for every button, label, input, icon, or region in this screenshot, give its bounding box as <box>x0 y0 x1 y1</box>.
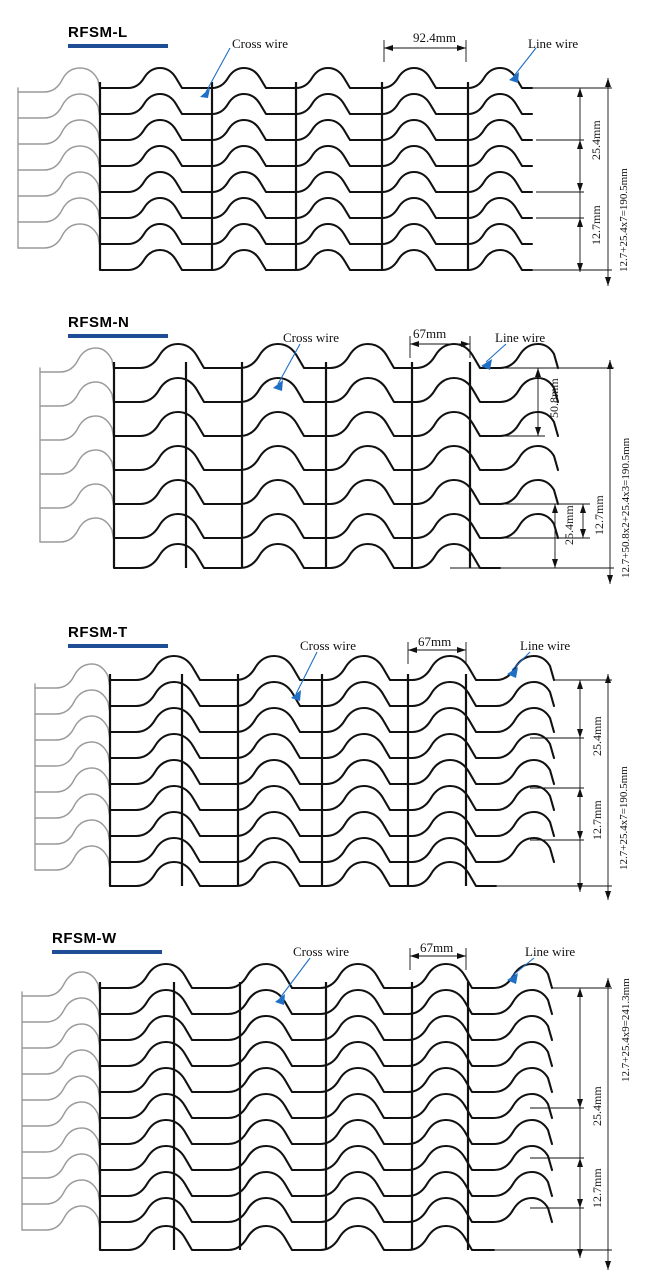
dim-b-label: 12.7mm <box>590 1168 604 1208</box>
line-wire-label: Line wire <box>520 638 571 653</box>
dim-total-label: 12.7+25.4x7=190.5mm <box>618 168 630 272</box>
cross-wire-label: Cross wire <box>300 638 356 653</box>
leader-lines <box>275 958 534 1005</box>
leader-lines <box>291 652 530 701</box>
pitch-label: 67mm <box>413 326 447 341</box>
cross-wire-label: Cross wire <box>293 944 349 959</box>
line-wire-label: Line wire <box>525 944 576 959</box>
cross-wire-label: Cross wire <box>232 36 288 51</box>
leader-lines <box>200 48 536 98</box>
dim-b-label: 12.7mm <box>590 800 604 840</box>
panel-title: RFSM-T <box>68 624 128 641</box>
dim-a-label: 25.4mm <box>589 120 603 160</box>
panel-title: RFSM-W <box>52 930 117 947</box>
perspective-wires <box>40 348 114 542</box>
mesh-drawing-rfsm-t <box>0 608 650 908</box>
panel-rfsm-w <box>0 918 650 1284</box>
panel-title: RFSM-L <box>68 24 128 41</box>
panel-title: RFSM-N <box>68 314 130 331</box>
mesh-drawing-rfsm-l <box>0 0 650 300</box>
perspective-wires <box>22 972 100 1230</box>
pitch-label: 67mm <box>420 940 454 955</box>
dim-total-label: 12.7+50.8x2+25.4x3=190.5mm <box>620 437 632 578</box>
panel-rfsm-t <box>0 608 650 908</box>
dimension-lines <box>408 642 612 900</box>
dim-b-label: 12.7mm <box>589 205 603 245</box>
mesh-drawing-rfsm-n <box>0 300 650 600</box>
panel-rfsm-l <box>0 0 650 300</box>
dim-c-label: 25.4mm <box>562 505 576 545</box>
dim-total-label: 12.7+25.4x9=241.3mm <box>620 978 632 1082</box>
line-wires <box>114 344 558 568</box>
perspective-wires <box>18 68 100 248</box>
line-wire-label: Line wire <box>528 36 579 51</box>
pitch-label: 67mm <box>418 634 452 649</box>
pitch-label: 92.4mm <box>413 30 456 45</box>
dimension-lines <box>410 336 614 584</box>
mesh-drawing-rfsm-w <box>0 918 650 1284</box>
cross-wire-label: Cross wire <box>283 330 339 345</box>
line-wire-label: Line wire <box>495 330 546 345</box>
line-wires <box>110 656 554 886</box>
panel-rfsm-n <box>0 300 650 600</box>
cross-wires <box>100 82 468 270</box>
dim-b-label: 12.7mm <box>592 495 606 535</box>
dim-a-label: 25.4mm <box>590 716 604 756</box>
dim-total-label: 12.7+25.4x7=190.5mm <box>618 766 630 870</box>
dim-a-label: 50.8mm <box>547 378 561 418</box>
dim-a-label: 25.4mm <box>590 1086 604 1126</box>
perspective-wires <box>35 664 110 870</box>
